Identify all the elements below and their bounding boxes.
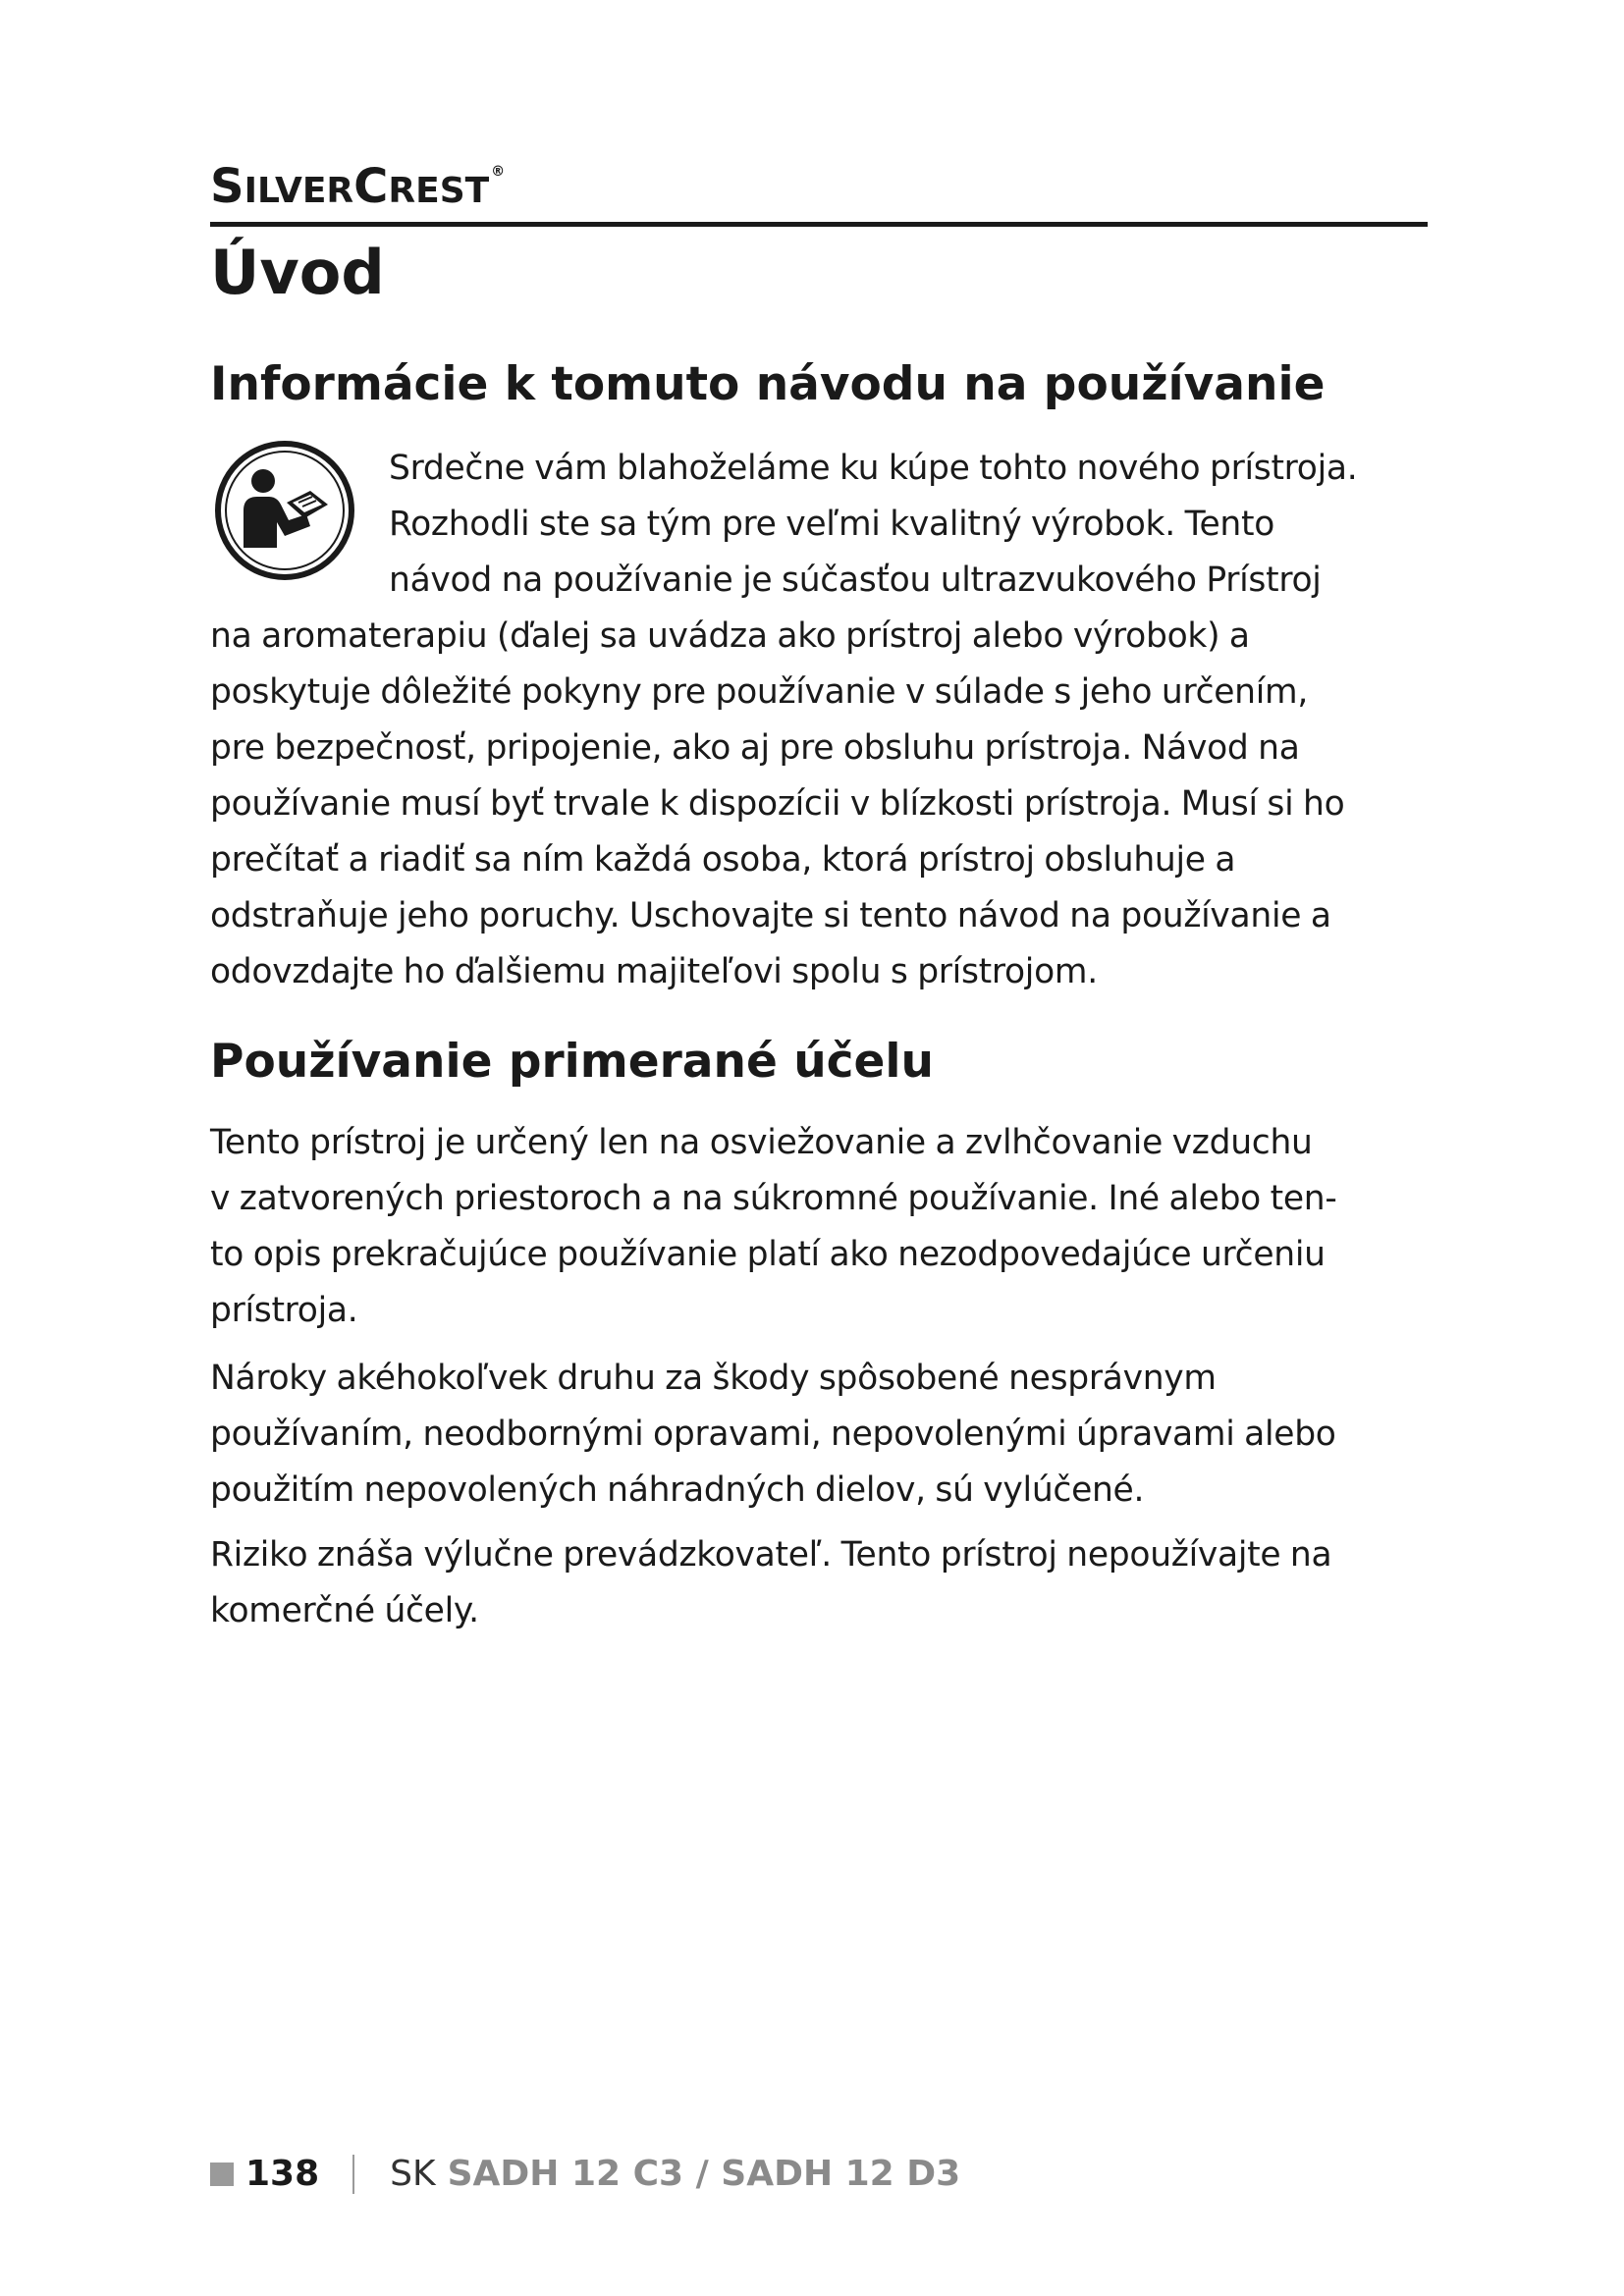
brand-letters: REST bbox=[388, 171, 490, 211]
brand-letters: ILVER bbox=[244, 171, 354, 211]
text-line: Tento prístroj je určený len na osviežovanie a zvlhčovanie vzduchu bbox=[210, 1123, 1313, 1162]
text-line: komerčné účely. bbox=[210, 1591, 479, 1630]
intended-use-paragraph bbox=[210, 1115, 1337, 1339]
header-rule bbox=[210, 222, 1428, 227]
text-line: na aromaterapiu (ďalej sa uvádza ako prístroj alebo výrobok) a bbox=[210, 616, 1250, 656]
page-title: Úvod bbox=[210, 237, 385, 308]
page-footer bbox=[210, 2155, 960, 2194]
text-line: pre bezpečnosť, pripojenie, ako aj pre obsluhu prístroja. Návod na bbox=[210, 728, 1300, 768]
intro-paragraph bbox=[210, 609, 1344, 1000]
footer-square-icon bbox=[210, 2163, 234, 2186]
text-line: poskytuje dôležité pokyny pre používanie v súlade s jeho určením, bbox=[210, 672, 1309, 712]
text-line: používaním, neodbornými opravami, nepovolenými úpravami alebo bbox=[210, 1415, 1336, 1454]
intro-paragraph-indented bbox=[389, 441, 1357, 609]
text-line: návod na používanie je súčasťou ultrazvukového Prístroj bbox=[389, 561, 1322, 600]
section-heading-intended-use: Používanie primerané účelu bbox=[210, 1035, 934, 1089]
text-line: Rozhodli ste sa tým pre veľmi kvalitný výrobok. Tento bbox=[389, 505, 1275, 544]
text-line: prístroja. bbox=[210, 1291, 358, 1330]
section-heading-manual-info: Informácie k tomuto návodu na používanie bbox=[210, 357, 1326, 411]
text-line: v zatvorených priestoroch a na súkromné používanie. Iné alebo ten- bbox=[210, 1179, 1337, 1218]
model-number: SADH 12 C3 / SADH 12 D3 bbox=[447, 2154, 961, 2194]
text-line: použitím nepovolených náhradných dielov, sú vylúčené. bbox=[210, 1470, 1145, 1510]
text-line: odstraňuje jeho poruchy. Uschovajte si tento návod na používanie a bbox=[210, 896, 1331, 935]
text-line: odovzdajte ho ďalšiemu majiteľovi spolu s prístrojom. bbox=[210, 952, 1098, 991]
text-line: Nároky akéhokoľvek druhu za škody spôsobené nesprávnym bbox=[210, 1359, 1217, 1398]
read-manual-icon bbox=[208, 438, 363, 583]
brand-letter: C bbox=[353, 159, 389, 214]
claims-paragraph bbox=[210, 1351, 1336, 1519]
text-line: Riziko znáša výlučne prevádzkovateľ. Tento prístroj nepoužívajte na bbox=[210, 1535, 1332, 1575]
brand-logo bbox=[210, 159, 506, 214]
text-line: prečítať a riadiť sa ním každá osoba, ktorá prístroj obsluhuje a bbox=[210, 840, 1236, 880]
risk-paragraph bbox=[210, 1527, 1331, 1639]
text-line: to opis prekračujúce používanie platí ako nezodpovedajúce určeniu bbox=[210, 1235, 1326, 1274]
footer-divider bbox=[352, 2155, 354, 2194]
text-line: používanie musí byť trvale k dispozícii v blízkosti prístroja. Musí si ho bbox=[210, 784, 1345, 824]
page-number: 138 bbox=[245, 2154, 320, 2194]
language-code: SK bbox=[390, 2154, 436, 2194]
brand-letter: S bbox=[210, 159, 244, 214]
text-line: Srdečne vám blahoželáme ku kúpe tohto nového prístroja. bbox=[389, 449, 1358, 488]
registered-mark: ® bbox=[491, 164, 506, 180]
